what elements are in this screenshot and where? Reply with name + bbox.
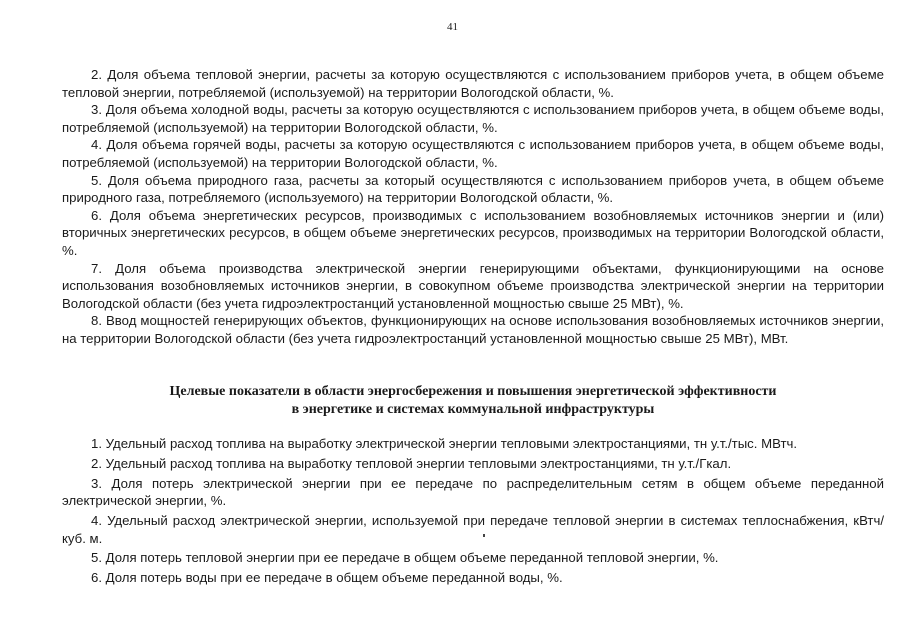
list-item: 6. Доля потерь воды при ее передаче в общем объеме переданной воды, %. — [91, 570, 563, 586]
list-item: 3. Доля потерь электрической энергии при ее передаче по распределительным сетям в общем объеме переданной электрической энергии, %. — [62, 475, 884, 509]
list-item: 4. Удельный расход электрической энергии, используемой при передаче тепловой энергии в системах теплоснабжения, кВтч/куб. м. — [62, 512, 884, 546]
indicator-list-energy-infrastructure — [62, 435, 884, 589]
list-item: 2. Доля объема тепловой энергии, расчеты за которую осуществляются с использованием приборов учета, в общем объеме тепловой энергии, потребляемой (используемой) на территории Вологодской области, %. — [62, 67, 884, 100]
list-item: 5. Доля потерь тепловой энергии при ее передаче в общем объеме переданной тепловой энергии, %. — [91, 550, 719, 566]
list-item: 5. Доля объема природного газа, расчеты за который осуществляются с использованием приборов учета, в общем объеме природного газа, потребляемого (используемого) на территории Вологодской области, %. — [62, 172, 884, 206]
list-item: 1. Удельный расход топлива на выработку электрической энергии тепловыми электростанциями, тн у.т./тыс. МВтч. — [91, 436, 798, 451]
list-item: 2. Удельный расход топлива на выработку тепловой энергии тепловыми электростанциями, тн у.т./Гкал. — [91, 455, 732, 471]
list-item: 3. Доля объема холодной воды, расчеты за которую осуществляются с использованием приборов учета, в общем объеме воды, потребляемой (используемой) на территории Вологодской области, %. — [62, 102, 884, 135]
indicator-list-general — [62, 66, 884, 348]
list-item: 8. Ввод мощностей генерирующих объектов, функционирующих на основе использования возобновляемых источников энергии, на территории Вологодской области (без учета гидроэлектростанций установленной мощностью свыше 25 МВт), МВт. — [62, 313, 884, 346]
list-item: 6. Доля объема энергетических ресурсов, производимых с использованием возобновляемых источников энергии и (или) вторичных энергетических ресурсов, в общем объеме энергетических ресурсов, производимых на территории Вологодской области, %. — [62, 207, 884, 258]
list-item: 4. Доля объема горячей воды, расчеты за которую осуществляются с использованием приборов учета, в общем объеме воды, потребляемой (используемой) на территории Вологодской области, %. — [62, 137, 884, 170]
scan-speck — [483, 534, 485, 537]
section-heading-line-1: Целевые показатели в области энергосбережения и повышения энергетической эффективности — [169, 384, 777, 399]
section-heading-line-2: в энергетике и системах коммунальной инфраструктуры — [291, 402, 655, 417]
page-number: 41 — [447, 21, 458, 33]
section-heading — [62, 383, 884, 419]
list-item: 7. Доля объема производства электрической энергии генерирующими объектами, функционирующими на основе использования возобновляемых источников энергии, в совокупном объеме производства электрической энергии на территории Вологодской области (без учета гидроэлектростанций установленной мощностью свыше 25 МВт), %. — [62, 260, 884, 311]
